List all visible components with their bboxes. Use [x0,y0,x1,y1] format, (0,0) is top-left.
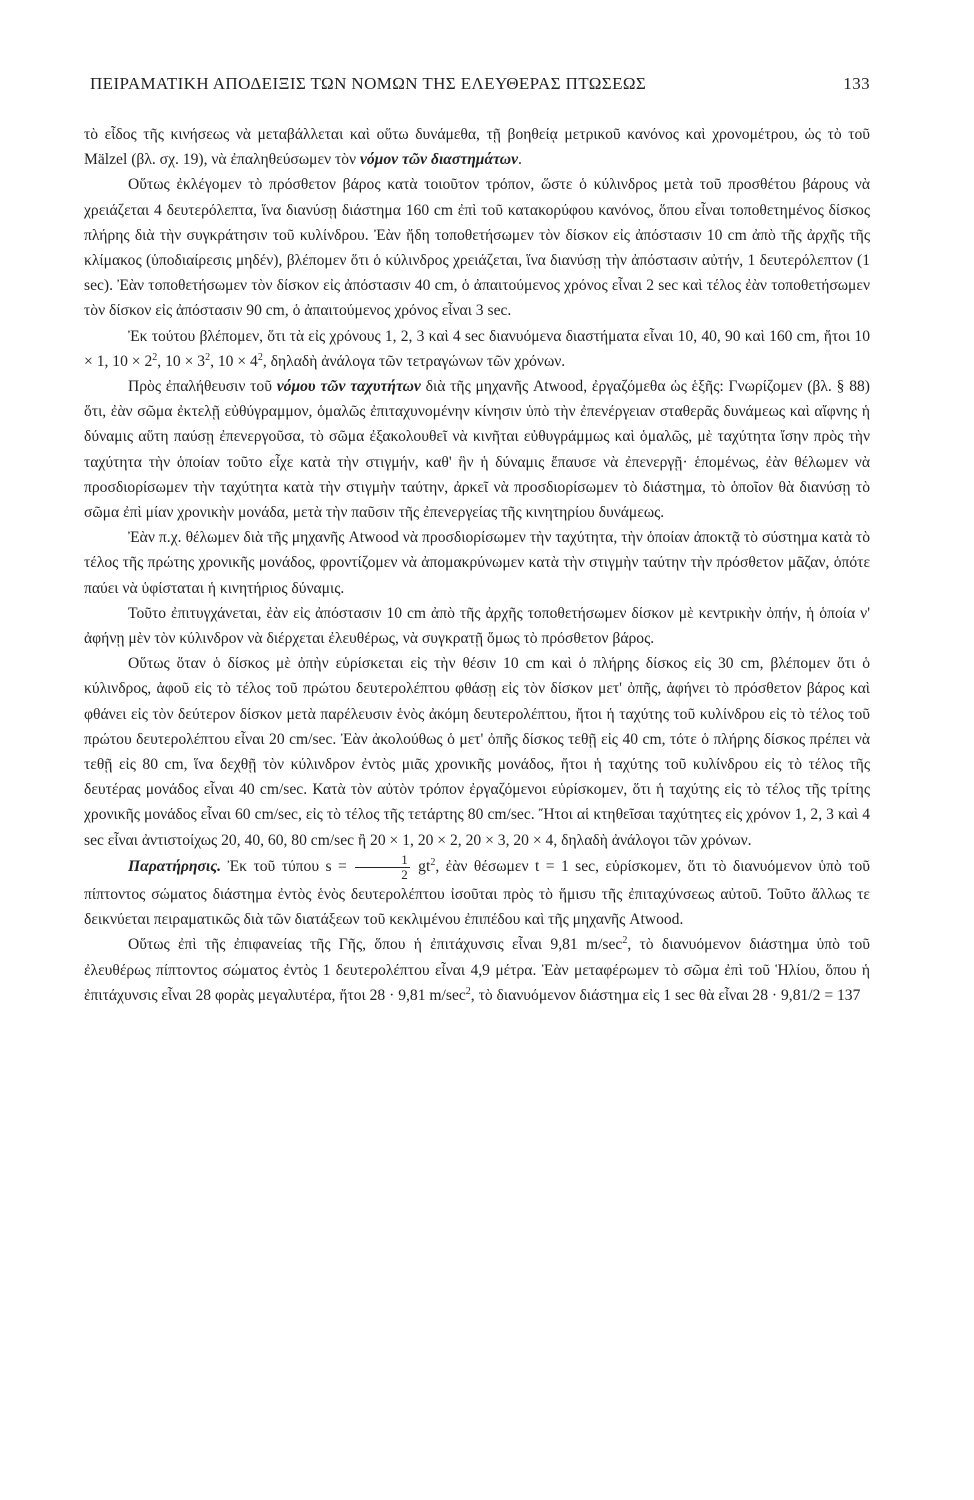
p3-superscript-2: 2 [205,351,211,363]
p9-text-b: , τὸ διανυόμενον διάστημα ὑπὸ τοῦ ἐλευθέρως πίπτοντος σώματος ἐντὸς 1 δευτερολέπτου εἶναι 4,9 μέτρα. Ἐὰν μεταφέρωμεν τὸ σῶμα ἐπὶ τοῦ Ἡλίου, ὅπου ἡ ἐπιτάχυνσις εἶναι 28 φορὰς μεγαλυτέρα, ἤτοι 28 · 9,81 m/sec [84,936,870,1004]
paragraph-3 [84,324,870,374]
p3-superscript-3: 2 [257,351,263,363]
page-number: 133 [843,74,870,93]
paragraph-7: Οὕτως ὅταν ὁ δίσκος μὲ ὀπὴν εὑρίσκεται εἰς τὴν θέσιν 10 cm καὶ ὁ πλήρης δίσκος εἰς 30 cm, βλέπομεν ὅτι ὁ κύλινδρος, ἀφοῦ εἰς τὸ τέλος τοῦ πρώτου δευτερολέπτου φθάσῃ εἰς τὸν δίσκον μετ' ὀπῆς, ἀφήνει τὸ πρόσθετον βάρος καὶ φθάνει εἰς τὸν δεύτερον δίσκον μετὰ παρέλευσιν ἑνὸς ἀκόμη δευτερολέπτου, ἤτοι ἡ ταχύτης τοῦ κυλίνδρου εἰς τὸ τέλος τοῦ πρώτου δευτερολέπτου εἶναι 20 cm/sec. Ἐὰν ἀκολούθως ὁ μετ' ὀπῆς δίσκος τεθῇ εἰς 40 cm, τότε ὁ πλήρης δίσκος πρέπει νὰ τεθῇ εἰς 80 cm, ἵνα δεχθῇ τὸν κύλινδρον ἐντὸς μιᾶς χρονικῆς μονάδος, ἤτοι ἡ ταχύτης τοῦ κυλίνδρου εἰς τὸ τέλος τῆς δευτέρας μονάδος εἶναι 40 cm/sec. Κατὰ τὸν αὐτὸν τρόπον ἐργαζόμενοι εὑρίσκομεν, ὅτι ἡ ταχύτης εἰς τὸ τέλος τῆς τρίτης χρονικῆς μονάδος εἶναι 60 cm/sec, εἰς τὸ τέλος τῆς τετάρτης 80 cm/sec. Ἤτοι αἱ κτηθεῖσαι ταχύτητες εἰς χρόνον 1, 2, 3 καὶ 4 sec εἶναι ἀντιστοίχως 20, 40, 60, 80 cm/sec ἢ 20 × 1, 20 × 2, 20 × 3, 20 × 4, δηλαδὴ ἀνάλογοι τῶν χρόνων. [84,655,870,849]
p1-end: . [518,151,522,169]
p9-superscript-2: 2 [465,985,471,997]
p1-text: τὸ εἶδος τῆς κινήσεως νὰ μεταβάλλεται καὶ οὕτω δυνάμεθα, τῇ βοηθείᾳ μετρικοῦ κανόνος καὶ χρονομέτρου, ὡς τὸ τοῦ Mälzel (βλ. σχ. 19), νὰ ἐπαληθεύσωμεν τὸν [84,126,870,169]
paragraph-6: Τοῦτο ἐπιτυγχάνεται, ἐὰν εἰς ἀπόστασιν 10 cm ἀπὸ τῆς ἀρχῆς τοποθετήσωμεν δίσκον μὲ κεντρικὴν ὀπήν, ἡ ὁποία ν' ἀφήνῃ μὲν τὸν κύλινδρον νὰ διέρχεται ἐλευθέρως, νὰ συγκρατῇ ὅμως τὸ πρόσθετον βάρος. [84,604,870,648]
running-title: ΠΕΙΡΑΜΑΤΙΚΗ ΑΠΟΔΕΙΞΙΣ ΤΩΝ ΝΟΜΩΝ ΤΗΣ ΕΛΕΥΘΕΡΑΣ ΠΤΩΣΕΩΣ [90,74,647,93]
p3-superscript-1: 2 [152,351,158,363]
body-text [84,122,870,1008]
p8-text-b: gt [411,857,431,875]
p8-text-a: Ἐκ τοῦ τύπου s = [221,857,354,875]
paragraph-5: Ἐὰν π.χ. θέλωμεν διὰ τῆς μηχανῆς Atwood νὰ προσδιορίσωμεν τὴν ταχύτητα, τὴν ὁποίαν ἀποκτᾷ τὸ σύστημα κατὰ τὸ τέλος τῆς πρώτης χρονικῆς μονάδος, φροντίζομεν νὰ ἀπομακρύνωμεν κατὰ τὴν στιγμὴν ταύτην τὴν πρόσθετον μᾶζαν, ὁπότε παύει νὰ ὑφίσταται ἡ κινητήριος δύναμις. [84,529,870,597]
p3-text-d: , δηλαδὴ ἀνάλογα τῶν τετραγώνων τῶν χρόνων. [262,352,566,370]
fraction-one-half [355,853,410,882]
paragraph-9 [84,932,870,1008]
paragraph-2: Οὕτως ἐκλέγομεν τὸ πρόσθετον βάρος κατὰ τοιοῦτον τρόπον, ὥστε ὁ κύλινδρος μετὰ τοῦ προσθέτου βάρους νὰ χρειάζεται 4 δευτερόλεπτα, ἵνα διανύσῃ διάστημα 160 cm ἐπὶ τοῦ κατακορύφου κανόνος, ὅπου εἶναι τοποθετημένος δίσκος πλήρης διὰ τὴν συγκράτησιν τοῦ κυλίνδρου. Ἐὰν ἤδη τοποθετήσωμεν τὸν δίσκον εἰς ἀπόστασιν 10 cm ἀπὸ τῆς ἀρχῆς τῆς κλίμακος (ὑποδιαίρεσις μηδέν), βλέπομεν ὅτι ὁ κύλινδρος χρειάζεται, ἵνα διανύσῃ τὴν ἀπόστασιν αὐτήν, 1 δευτερόλεπτον (1 sec). Ἐὰν τοποθετήσωμεν τὸν δίσκον εἰς ἀπόστασιν 40 cm, ὁ ἀπαιτούμενος χρόνος εἶναι 2 sec καὶ τέλος ἐὰν τοποθετήσωμεν τὸν δίσκον εἰς ἀπόστασιν 90 cm, ὁ ἀπαιτούμενος χρόνος εἶναι 3 sec. [84,176,870,320]
p9-superscript-1: 2 [622,935,628,947]
law-of-distances: νόμον τῶν διαστημάτων [359,151,519,169]
p8-superscript: 2 [430,856,436,868]
paragraph-1 [84,122,870,172]
p9-text-a: Οὕτως ἐπὶ τῆς ἐπιφανείας τῆς Γῆς, ὅπου ἡ ἐπιτάχυνσις εἶναι 9,81 m/sec [128,936,623,954]
remark-heading: Παρατήρησις. [128,857,222,875]
p9-text-c: , τὸ διανυόμενον διάστημα εἰς 1 sec θὰ εἶναι 28 · 9,81/2 = 137 [470,986,861,1004]
p8-text-c: , ἐὰν θέσωμεν t = 1 sec, εὑρίσκομεν, ὅτι τὸ διανυόμενον ὑπὸ τοῦ πίπτοντος σώματος διάστημα ἐντὸς ἑνὸς δευτερολέπτου ἰσοῦται πρὸς τὸ ἥμισυ τῆς ἐπιταχύνσεως αὐτοῦ. Τοῦτο ἄλλως τε δεικνύεται πειραματικῶς διὰ τῶν διατάξεων τοῦ κεκλιμένου ἐπιπέδου καὶ τῆς μηχανῆς Atwood. [84,857,871,929]
law-of-velocities: νόμου τῶν ταχυτήτων [276,378,421,396]
p3-text-c: , 10 × 4 [210,352,258,370]
p4-text-a: Πρὸς ἐπαλήθευσιν τοῦ [128,378,277,396]
p3-text-a: Ἐκ τούτου βλέπομεν, ὅτι τὰ εἰς χρόνους 1, 2, 3 καὶ 4 sec διανυόμενα διαστήματα εἶναι 10, 40, 90 καὶ 160 cm, ἤτοι 10 × 1, 10 × 2 [84,327,870,370]
p4-text-b: διὰ τῆς μηχανῆς Atwood, ἐργαζόμεθα ὡς ἑξῆς: Γνωρίζομεν (βλ. § 88) ὅτι, ἐὰν σῶμα ἐκτελῇ εὐθύγραμμον, ὁμαλῶς ἐπιταχυνομένην κίνησιν ὑπὸ τὴν ἐπενέργειαν σταθερᾶς δυνάμεως καὶ αἴφνης ἡ δύναμις αὕτη παύσῃ ἐπενεργοῦσα, τὸ σῶμα ἐξακολουθεῖ νὰ κινῆται εὐθυγράμμως καὶ ὁμαλῶς, μὲ ταχύτητα ἴσην πρὸς τὴν ταχύτητα τὴν ὁποίαν τοῦτο εἶχε κατὰ τὴν στιγμήν, καθ' ἣν ἡ δύναμις ἔπαυσε νὰ ἐπενεργῇ· ἑπομένως, ἐὰν θέλωμεν νὰ προσδιορίσωμεν τὴν ταχύτητα κατὰ τὴν στιγμὴν ταύτην, ἀρκεῖ νὰ προσδιορίσωμεν τὸ διάστημα, τὸ ὁποῖον θὰ διανύσῃ τὸ σῶμα ἐπὶ μίαν χρονικὴν μονάδα, μετὰ τὴν παῦσιν τῆς ἐπενεργείας τῆς κινητηρίου δυνάμεως. [84,378,870,522]
paragraph-4 [84,374,870,525]
fraction-denominator: 2 [401,866,408,882]
p3-text-b: , 10 × 3 [157,352,206,370]
fraction-numerator: 1 [355,853,410,868]
paragraph-8 [84,853,870,932]
running-header [84,74,870,94]
